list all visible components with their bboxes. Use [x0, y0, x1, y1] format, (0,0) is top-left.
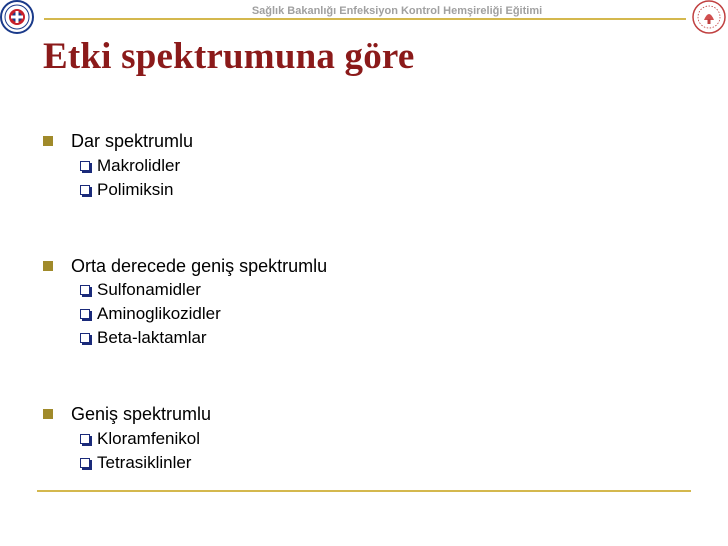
header-caption-text: Sağlık Bakanlığı Enfeksiyon Kontrol Hemşireliği Eğitimi	[251, 5, 543, 17]
hollow-square-bullet-icon	[80, 333, 90, 343]
bullet-level1-label: Orta derecede geniş spektrumlu	[71, 256, 328, 276]
bullet-level2-label: Aminoglikozidler	[97, 304, 221, 323]
bullet-level2-label: Sulfonamidler	[97, 280, 201, 299]
square-bullet-icon	[43, 261, 53, 271]
hollow-square-bullet-icon	[80, 458, 90, 468]
bullet-level2-label: Polimiksin	[97, 180, 174, 199]
bullet-level1-label: Dar spektrumlu	[71, 131, 194, 151]
square-bullet-icon	[43, 409, 53, 419]
slide-title: Etki spektrumuna göre	[43, 36, 415, 77]
bullet-level2-label: Tetrasiklinler	[97, 453, 192, 472]
hollow-square-bullet-icon	[80, 161, 90, 171]
bullet-level2-label: Makrolidler	[97, 156, 181, 175]
hollow-square-bullet-icon	[80, 309, 90, 319]
bullet-level2-label: Kloramfenikol	[97, 429, 200, 448]
hollow-square-bullet-icon	[80, 285, 90, 295]
hollow-square-bullet-icon	[80, 434, 90, 444]
footer-rule	[37, 490, 691, 492]
header-caption	[0, 5, 728, 17]
hollow-square-bullet-icon	[80, 185, 90, 195]
bullet-level2-label: Beta-laktamlar	[97, 328, 207, 347]
bullet-level1-label: Geniş spektrumlu	[71, 404, 212, 424]
square-bullet-icon	[43, 136, 53, 146]
header-rule	[44, 18, 686, 20]
